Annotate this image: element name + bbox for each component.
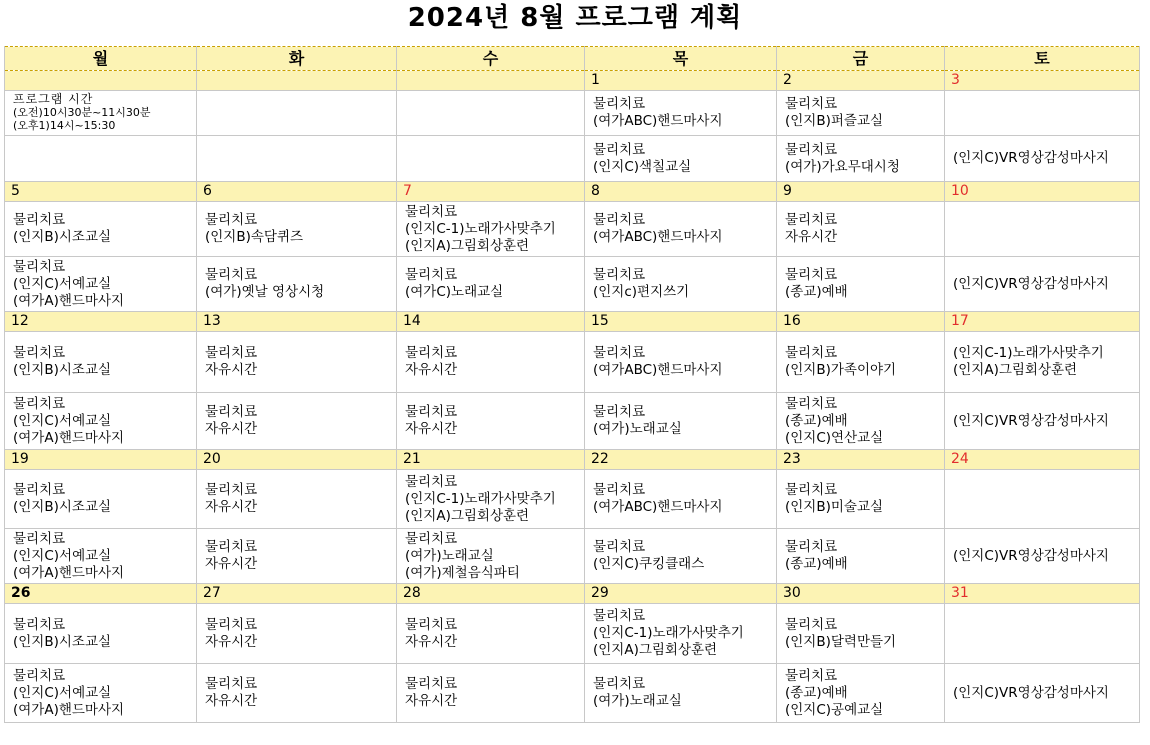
date-row <box>5 450 1140 470</box>
program-line: (인지C)VR영상감성마사지 <box>953 412 1109 429</box>
afternoon-program-row <box>5 393 1140 450</box>
program-cell-pm-sat <box>945 393 1140 450</box>
program-line: (인지C)VR영상감성마사지 <box>953 547 1109 564</box>
program-line: 물리치료 <box>405 404 458 420</box>
program-line: 물리치료 <box>593 539 646 555</box>
program-cell-pm-mon <box>5 529 197 584</box>
program-line: (여가)제철음식파티 <box>405 564 520 581</box>
morning-program-row <box>5 202 1140 257</box>
weekday-sat: 토 <box>945 47 1140 71</box>
date-cell-thu: 15 <box>585 312 777 332</box>
program-line: 물리치료 <box>13 667 66 684</box>
program-line: (여가A)핸드마사지 <box>13 292 125 309</box>
program-cell-pm-mon <box>5 136 197 182</box>
program-cell-am-wed <box>397 202 585 257</box>
program-line: (인지B)시조교실 <box>13 229 112 245</box>
program-line: (인지C)서예교실 <box>13 412 112 429</box>
program-line: 물리치료 <box>405 616 458 633</box>
date-cell-fri: 9 <box>777 182 945 202</box>
weekday-mon: 월 <box>5 47 197 71</box>
morning-program-row <box>5 604 1140 664</box>
program-cell-pm-sat <box>945 136 1140 182</box>
program-line: 물리치료 <box>405 345 458 361</box>
program-line: 물리치료 <box>785 616 838 633</box>
program-cell-pm-mon <box>5 664 197 723</box>
program-line: 물리치료 <box>785 141 838 158</box>
program-line: (인지C-1)노래가사맞추기 <box>405 490 556 507</box>
program-line: 물리치료 <box>13 212 66 228</box>
program-line: (여가A)핸드마사지 <box>13 429 125 446</box>
program-line: (인지C)서예교실 <box>13 547 112 564</box>
program-line: (여가)가요무대시청 <box>785 158 900 175</box>
date-cell-sat: 10 <box>945 182 1140 202</box>
program-line: 물리치료 <box>205 676 258 692</box>
program-line: (인지B)시조교실 <box>13 362 112 378</box>
program-line: (여가)노래교실 <box>593 693 682 709</box>
program-line: (여가)노래교실 <box>593 421 682 437</box>
program-cell-am-tue <box>197 604 397 664</box>
afternoon-program-row <box>5 257 1140 312</box>
program-cell-am-thu <box>585 332 777 393</box>
program-cell-pm-fri <box>777 529 945 584</box>
program-cell-pm-thu <box>585 393 777 450</box>
program-cell-pm-mon <box>5 393 197 450</box>
morning-program-row <box>5 470 1140 529</box>
afternoon-program-row <box>5 529 1140 584</box>
program-line: (인지A)그림회상훈련 <box>593 642 718 658</box>
program-cell-am-thu <box>585 91 777 136</box>
program-cell-pm-tue <box>197 257 397 312</box>
program-cell-am-mon <box>5 470 197 529</box>
weekday-fri: 금 <box>777 47 945 71</box>
program-time-line: 프로그램 시간 <box>13 92 94 106</box>
weekday-thu: 목 <box>585 47 777 71</box>
program-line: 물리치료 <box>785 395 838 412</box>
program-line: (인지C-1)노래가사맞추기 <box>953 345 1104 361</box>
program-line: 물리치료 <box>593 141 646 158</box>
program-cell-am-sat <box>945 604 1140 664</box>
date-row <box>5 71 1140 91</box>
program-line: 자유시간 <box>205 499 258 515</box>
date-cell-wed <box>397 71 585 91</box>
date-row <box>5 584 1140 604</box>
program-line: (인지C-1)노래가사맞추기 <box>593 625 744 641</box>
program-line: (여가)노래교실 <box>405 547 494 564</box>
program-cell-pm-fri <box>777 136 945 182</box>
program-cell-am-sat <box>945 202 1140 257</box>
program-line: 자유시간 <box>205 693 258 709</box>
program-cell-am-thu <box>585 604 777 664</box>
program-line: 물리치료 <box>205 345 258 361</box>
program-line: 물리치료 <box>13 616 66 633</box>
program-cell-am-fri <box>777 332 945 393</box>
date-cell-fri: 2 <box>777 71 945 91</box>
program-line: (인지A)그림회상훈련 <box>405 237 530 254</box>
program-line: 물리치료 <box>405 676 458 692</box>
program-line: 물리치료 <box>785 96 838 112</box>
program-line: 물리치료 <box>13 345 66 361</box>
date-cell-tue: 27 <box>197 584 397 604</box>
date-cell-thu: 8 <box>585 182 777 202</box>
program-line: 물리치료 <box>785 539 838 555</box>
program-cell-pm-thu <box>585 529 777 584</box>
program-cell-am-sat <box>945 470 1140 529</box>
program-line: (여가ABC)핸드마사지 <box>593 113 723 129</box>
program-cell-pm-sat <box>945 257 1140 312</box>
program-line: (여가ABC)핸드마사지 <box>593 229 723 245</box>
date-cell-wed: 7 <box>397 182 585 202</box>
program-cell-pm-wed <box>397 393 585 450</box>
program-line: (인지C)쿠킹클래스 <box>593 556 705 572</box>
program-line: 물리치료 <box>785 267 838 283</box>
program-cell-pm-tue <box>197 529 397 584</box>
date-cell-sat: 24 <box>945 450 1140 470</box>
program-line: 물리치료 <box>13 530 66 547</box>
program-cell-am-fri <box>777 202 945 257</box>
program-line: 물리치료 <box>405 473 458 490</box>
program-cell-am-fri <box>777 91 945 136</box>
program-line: 물리치료 <box>205 267 258 283</box>
date-cell-mon: 19 <box>5 450 197 470</box>
program-line: 물리치료 <box>593 267 646 283</box>
program-line: (여가ABC)핸드마사지 <box>593 362 723 378</box>
program-line: (종교)예배 <box>785 284 848 300</box>
program-line: (인지c)편지쓰기 <box>593 284 690 300</box>
program-cell-pm-wed <box>397 664 585 723</box>
program-line: (인지B)가족이야기 <box>785 362 897 378</box>
program-cell-am-wed <box>397 332 585 393</box>
program-line: (인지C)공예교실 <box>785 701 884 718</box>
date-cell-mon: 12 <box>5 312 197 332</box>
program-line: (인지A)그림회상훈련 <box>405 507 530 524</box>
program-line: 물리치료 <box>205 212 258 228</box>
date-cell-fri: 23 <box>777 450 945 470</box>
program-line: 물리치료 <box>205 404 258 420</box>
program-line: 물리치료 <box>13 395 66 412</box>
program-cell-pm-wed <box>397 529 585 584</box>
date-cell-tue: 6 <box>197 182 397 202</box>
program-cell-pm-sat <box>945 529 1140 584</box>
program-cell-pm-thu <box>585 257 777 312</box>
date-cell-tue: 13 <box>197 312 397 332</box>
program-cell-am-sat <box>945 332 1140 393</box>
program-line: (인지B)달력만들기 <box>785 633 897 650</box>
program-line: 물리치료 <box>205 482 258 498</box>
program-cell-am-wed <box>397 91 585 136</box>
program-line: (여가A)핸드마사지 <box>13 701 125 718</box>
program-cell-am-tue <box>197 91 397 136</box>
program-line: (인지C)VR영상감성마사지 <box>953 684 1109 701</box>
program-cell-am-tue <box>197 202 397 257</box>
date-cell-sat: 3 <box>945 71 1140 91</box>
program-line: 물리치료 <box>593 212 646 228</box>
program-line: (인지C)연산교실 <box>785 429 884 446</box>
program-line: (인지C)서예교실 <box>13 275 112 292</box>
program-line: (인지C)서예교실 <box>13 684 112 701</box>
program-line: 물리치료 <box>405 267 458 283</box>
date-row <box>5 182 1140 202</box>
program-line: 물리치료 <box>593 608 646 624</box>
program-cell-am-wed <box>397 470 585 529</box>
program-line: (여가ABC)핸드마사지 <box>593 499 723 515</box>
program-line: 물리치료 <box>785 482 838 498</box>
date-cell-thu: 29 <box>585 584 777 604</box>
program-line: 자유시간 <box>205 556 258 572</box>
morning-program-row <box>5 332 1140 393</box>
date-cell-mon <box>5 71 197 91</box>
date-cell-tue <box>197 71 397 91</box>
program-line: (인지A)그림회상훈련 <box>953 362 1078 378</box>
program-cell-pm-fri <box>777 393 945 450</box>
program-line: (종교)예배 <box>785 556 848 572</box>
program-line: (여가A)핸드마사지 <box>13 564 125 581</box>
program-line: 물리치료 <box>785 667 838 684</box>
program-time-line: (오후1)14시~15:30 <box>13 119 116 132</box>
program-line: (여가C)노래교실 <box>405 284 504 300</box>
program-line: 자유시간 <box>405 693 458 709</box>
date-cell-sat: 31 <box>945 584 1140 604</box>
program-line: 자유시간 <box>785 229 838 245</box>
program-line: (인지B)시조교실 <box>13 499 112 515</box>
program-cell-pm-fri <box>777 664 945 723</box>
date-cell-wed: 14 <box>397 312 585 332</box>
date-cell-thu: 1 <box>585 71 777 91</box>
program-line: 물리치료 <box>593 96 646 112</box>
program-cell-am-mon <box>5 202 197 257</box>
program-cell-am-fri <box>777 470 945 529</box>
program-line: 자유시간 <box>205 421 258 437</box>
program-line: 물리치료 <box>593 676 646 692</box>
morning-program-row <box>5 91 1140 136</box>
program-cell-am-wed <box>397 604 585 664</box>
program-line: (종교)예배 <box>785 684 848 701</box>
date-cell-mon: 5 <box>5 182 197 202</box>
program-cell-pm-tue <box>197 136 397 182</box>
program-line: 물리치료 <box>13 258 66 275</box>
program-time-line: (오전)10시30분~11시30분 <box>13 106 151 119</box>
program-line: 물리치료 <box>593 404 646 420</box>
date-cell-tue: 20 <box>197 450 397 470</box>
date-row <box>5 312 1140 332</box>
program-line: (인지B)미술교실 <box>785 499 884 515</box>
program-line: (인지B)속담퀴즈 <box>205 229 304 245</box>
program-line: 자유시간 <box>205 362 258 378</box>
program-line: (인지C)VR영상감성마사지 <box>953 150 1109 166</box>
program-cell-am-thu <box>585 470 777 529</box>
afternoon-program-row <box>5 664 1140 723</box>
program-cell-pm-thu <box>585 136 777 182</box>
program-line: 물리치료 <box>593 482 646 498</box>
program-line: 물리치료 <box>785 345 838 361</box>
program-cell-pm-mon <box>5 257 197 312</box>
weekday-tue: 화 <box>197 47 397 71</box>
program-cell-am-sat <box>945 91 1140 136</box>
program-line: 자유시간 <box>205 633 258 650</box>
program-line: 자유시간 <box>405 362 458 378</box>
program-line: 물리치료 <box>405 530 458 547</box>
page-title: 2024년 8월 프로그램 계획 <box>407 3 743 33</box>
program-line: (인지C)VR영상감성마사지 <box>953 275 1109 292</box>
program-line: 물리치료 <box>205 539 258 555</box>
date-cell-fri: 16 <box>777 312 945 332</box>
program-cell-am-tue <box>197 470 397 529</box>
program-cell-pm-fri <box>777 257 945 312</box>
program-line: 물리치료 <box>405 203 458 220</box>
program-line: 물리치료 <box>13 482 66 498</box>
program-line: (인지B)시조교실 <box>13 633 112 650</box>
program-line: (인지B)퍼즐교실 <box>785 113 884 129</box>
program-calendar <box>4 46 1140 723</box>
weekday-header-row <box>5 47 1140 71</box>
date-cell-wed: 21 <box>397 450 585 470</box>
program-line: (인지C)색칠교실 <box>593 158 692 175</box>
program-line: 자유시간 <box>405 421 458 437</box>
program-line: (인지C-1)노래가사맞추기 <box>405 220 556 237</box>
program-cell-pm-sat <box>945 664 1140 723</box>
program-cell-am-tue <box>197 332 397 393</box>
date-cell-thu: 22 <box>585 450 777 470</box>
program-cell-pm-wed <box>397 257 585 312</box>
program-line: 물리치료 <box>205 616 258 633</box>
program-time-note <box>5 91 197 136</box>
program-line: 물리치료 <box>593 345 646 361</box>
program-cell-am-mon <box>5 332 197 393</box>
date-cell-wed: 28 <box>397 584 585 604</box>
afternoon-program-row <box>5 136 1140 182</box>
date-cell-sat: 17 <box>945 312 1140 332</box>
program-cell-pm-tue <box>197 393 397 450</box>
weekday-wed: 수 <box>397 47 585 71</box>
program-cell-am-mon <box>5 604 197 664</box>
program-cell-pm-thu <box>585 664 777 723</box>
date-cell-mon: 26 <box>5 584 197 604</box>
program-cell-pm-wed <box>397 136 585 182</box>
program-cell-am-thu <box>585 202 777 257</box>
program-line: (여가)옛날 영상시청 <box>205 284 325 300</box>
date-cell-fri: 30 <box>777 584 945 604</box>
program-line: (종교)예배 <box>785 412 848 429</box>
program-line: 자유시간 <box>405 633 458 650</box>
program-line: 물리치료 <box>785 212 838 228</box>
program-cell-am-fri <box>777 604 945 664</box>
program-cell-pm-tue <box>197 664 397 723</box>
